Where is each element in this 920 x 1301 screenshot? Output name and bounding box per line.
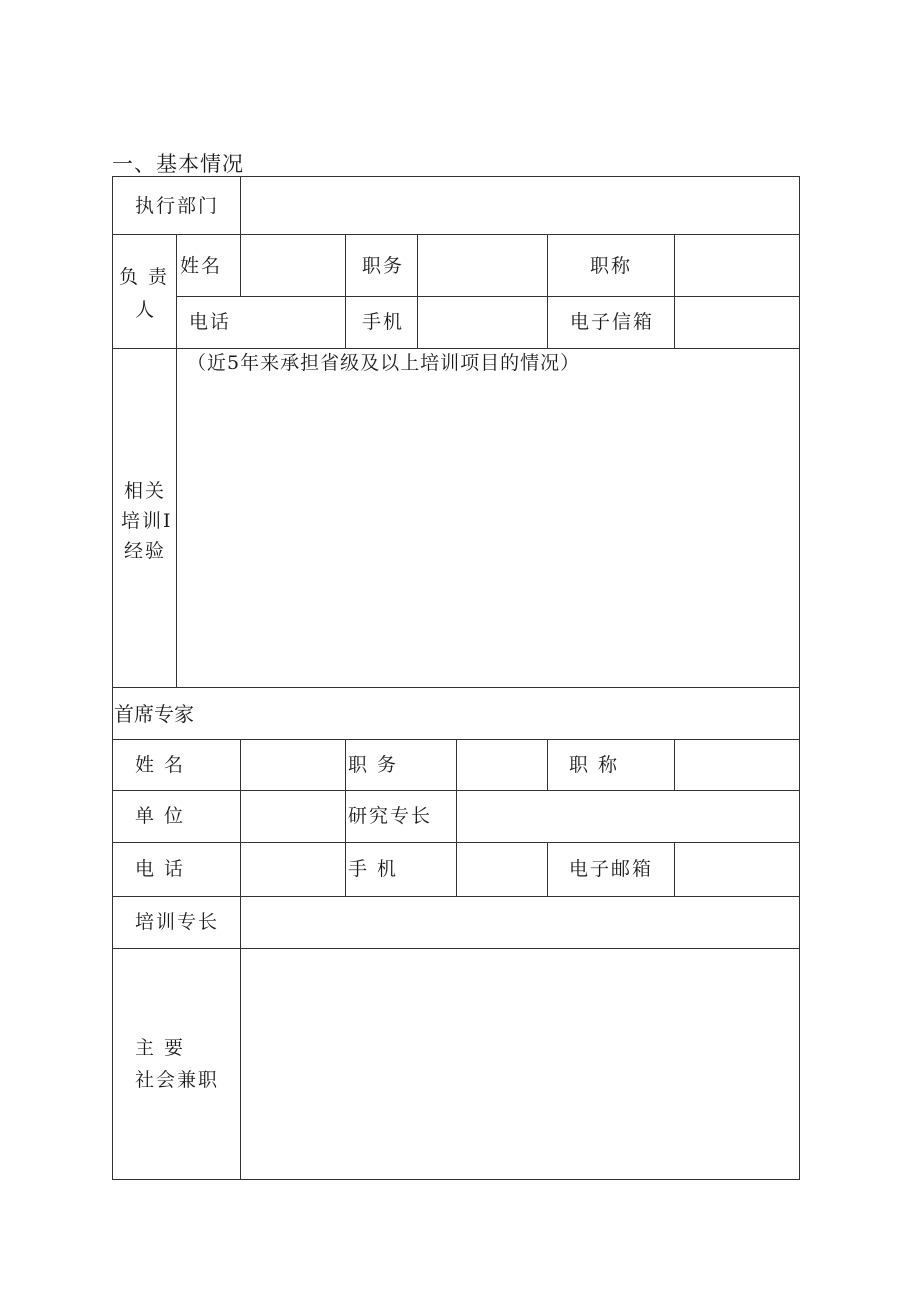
expert-email-label: 电子邮箱	[569, 858, 654, 880]
table-line	[112, 348, 800, 349]
table-line	[417, 234, 418, 348]
leader-name-field[interactable]	[242, 236, 344, 295]
chief-expert-heading: 首席专家	[114, 702, 194, 726]
table-line	[176, 234, 177, 688]
expert-unit-label: 单 位	[135, 805, 186, 827]
table-line	[112, 948, 800, 949]
leader-email-field[interactable]	[676, 298, 798, 347]
exec-dept-label: 执行部门	[135, 195, 220, 217]
table-line	[112, 176, 113, 1180]
leader-position-label: 职务	[362, 255, 405, 277]
table-line	[112, 896, 800, 897]
table-line	[674, 842, 675, 896]
table-line	[674, 234, 675, 348]
expert-social-label-line2: 社会兼职	[135, 1069, 220, 1091]
table-line	[112, 176, 800, 177]
table-line	[547, 739, 548, 791]
expert-social-field[interactable]	[242, 950, 798, 1178]
expert-name-field[interactable]	[242, 741, 344, 789]
experience-field[interactable]	[178, 380, 798, 686]
expert-phone-field[interactable]	[242, 844, 344, 895]
expert-title-field[interactable]	[676, 741, 798, 789]
table-line	[799, 176, 800, 1180]
expert-training-field[interactable]	[242, 898, 798, 947]
expert-mobile-field[interactable]	[458, 844, 546, 895]
table-line	[674, 739, 675, 791]
leader-label-line2: 人	[135, 299, 157, 321]
exec-dept-field[interactable]	[242, 178, 798, 233]
expert-email-field[interactable]	[676, 844, 798, 895]
section-title: 一、基本情况	[112, 152, 244, 176]
expert-mobile-label: 手 机	[348, 858, 399, 880]
experience-label-line3: 经验	[124, 540, 167, 562]
table-line	[112, 1179, 800, 1180]
table-line	[345, 739, 346, 896]
expert-position-field[interactable]	[458, 741, 546, 789]
table-line	[240, 176, 241, 297]
expert-research-label: 研究专长	[348, 805, 433, 827]
table-line	[112, 687, 800, 688]
table-line	[547, 842, 548, 896]
table-line	[456, 739, 457, 896]
table-line	[176, 296, 800, 297]
leader-position-field[interactable]	[419, 236, 546, 295]
expert-unit-field[interactable]	[242, 792, 344, 841]
leader-phone-field[interactable]	[242, 298, 344, 347]
table-line	[112, 234, 800, 235]
leader-mobile-field[interactable]	[419, 298, 546, 347]
expert-research-field[interactable]	[458, 792, 798, 841]
expert-title-label: 职 称	[569, 754, 620, 776]
leader-title-field[interactable]	[676, 236, 798, 295]
experience-hint: （近5年来承担省级及以上培训项目的情况）	[187, 352, 581, 374]
expert-position-label: 职 务	[348, 754, 399, 776]
leader-email-label: 电子信箱	[570, 311, 655, 333]
leader-name-label: 姓名	[180, 255, 223, 277]
leader-title-label: 职称	[590, 255, 633, 277]
experience-label-line1: 相关	[124, 480, 167, 502]
table-line	[345, 234, 346, 348]
expert-social-label-line1: 主 要	[135, 1037, 186, 1059]
leader-label-line1: 负 责	[119, 266, 170, 288]
expert-training-label: 培训专长	[135, 911, 220, 933]
expert-phone-label: 电 话	[135, 858, 186, 880]
expert-name-label: 姓 名	[135, 754, 186, 776]
leader-mobile-label: 手机	[362, 311, 405, 333]
experience-label-line2: 培训I	[121, 510, 173, 532]
table-line	[547, 234, 548, 348]
leader-phone-label: 电话	[189, 311, 232, 333]
table-line	[240, 739, 241, 1180]
